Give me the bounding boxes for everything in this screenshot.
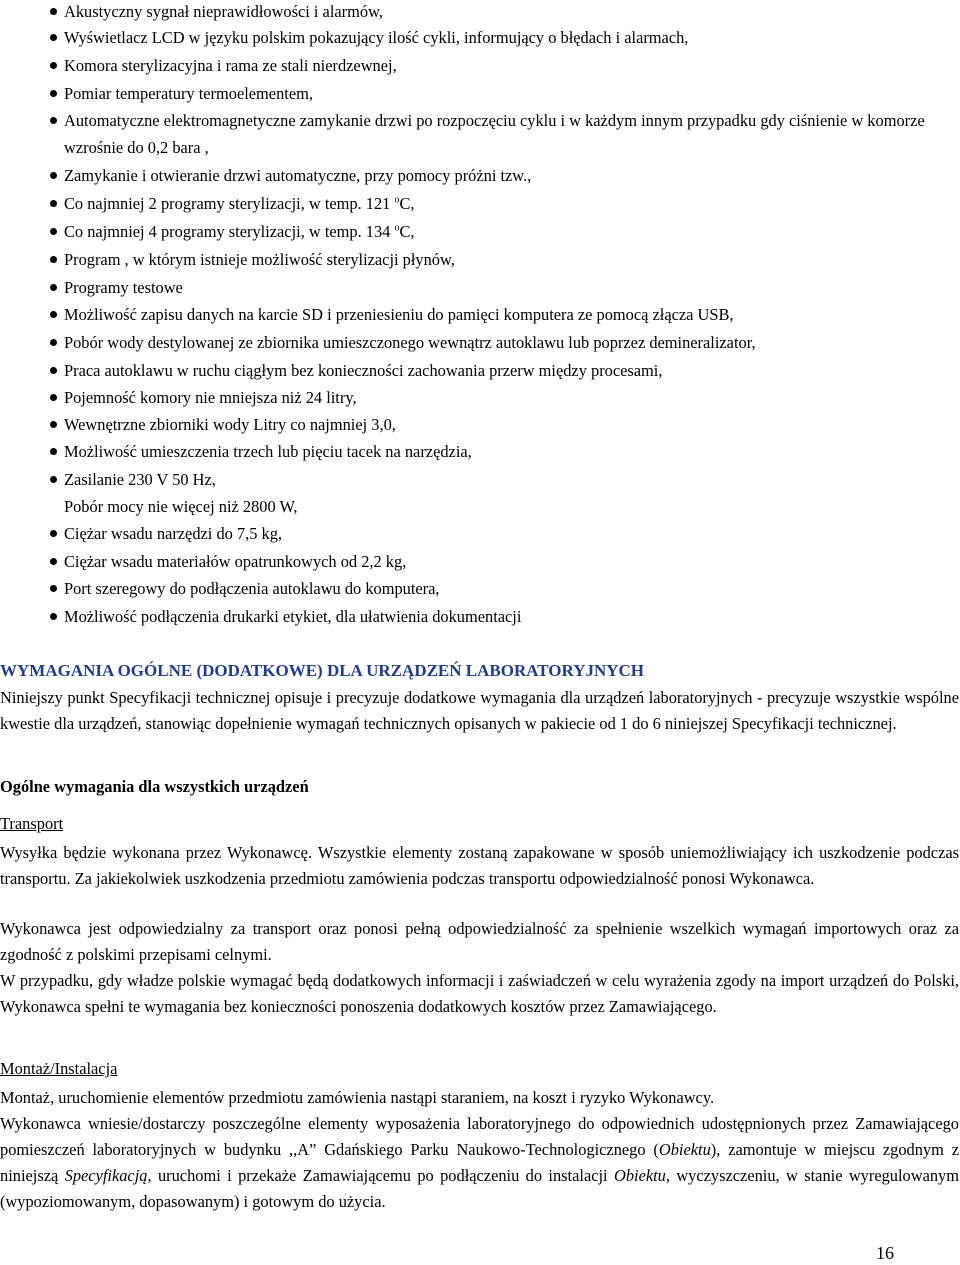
list-item: Możliwość podłączenia drukarki etykiet, dla ułatwienia dokumentacji	[0, 603, 960, 630]
bullet-icon	[50, 8, 57, 15]
bullet-icon	[50, 367, 57, 374]
bullet-icon	[50, 339, 57, 346]
transport-paragraph-3: W przypadku, gdy władze polskie wymagać będą dodatkowych informacji i zaświadczeń w celu wyrażenia zgody na import urządzeń do Polski, Wykonawca spełni te wymagania bez konieczności ponoszenia dodatkowych kosztów przez Zamawiającego.	[0, 971, 959, 1016]
list-item: Co najmniej 2 programy sterylizacji, w temp. 121 $^o$C,	[0, 190, 960, 218]
bullet-icon	[50, 256, 57, 263]
bullet-icon	[50, 558, 57, 565]
list-item: Zasilanie 230 V 50 Hz,	[0, 466, 960, 493]
bullet-icon	[50, 117, 57, 124]
list-item-continuation: Pobór mocy nie więcej niż 2800 W,	[64, 497, 298, 516]
list-item: Automatyczne elektromagnetyczne zamykanie drzwi po rozpoczęciu cyklu i w każdym innym przypadku gdy ciśnienie w komorze wzrośnie do 0,2 bara ,	[0, 107, 960, 161]
list-item: Port szeregowy do podłączenia autoklawu do komputera,	[0, 575, 960, 603]
intro-paragraph: Niniejszy punkt Specyfikacji technicznej opisuje i precyzuje dodatkowe wymagania dla urządzeń laboratoryjnych - precyzuje wszystkie wspólne kwestie dla urządzeń, stanowiąc dopełnienie wymagań technicznych opisanych w pakiecie od 1 do 6 niniejszej Specyfikacji technicznej.	[0, 688, 959, 733]
bullet-icon	[50, 311, 57, 318]
transport-paragraph-2: Wykonawca jest odpowiedzialny za transport oraz ponosi pełną odpowiedzialność za spełnienie wszelkich wymagań importowych oraz za zgodność z polskimi przepisami celnymi.	[0, 919, 959, 964]
list-item: Możliwość umieszczenia trzech lub pięciu tacek na narzędzia,	[0, 438, 960, 466]
bullet-icon	[50, 421, 57, 428]
page-number: 16	[876, 1243, 894, 1263]
montaz-heading: Montaż/Instalacja	[0, 1059, 118, 1078]
bullet-icon	[50, 476, 57, 483]
bullet-icon	[50, 394, 57, 401]
list-item: Wyświetlacz LCD w języku polskim pokazujący ilość cykli, informujący o błędach i alarmach,	[0, 24, 960, 52]
list-item: Programy testowe	[0, 274, 960, 301]
list-item: Wewnętrzne zbiorniki wody Litry co najmniej 3,0,	[0, 411, 960, 438]
bullet-icon	[50, 228, 57, 235]
bullet-icon	[50, 172, 57, 179]
transport-paragraph-1: Wysyłka będzie wykonana przez Wykonawcę. Wszystkie elementy zostaną zapakowane w sposób uniemożliwiający ich uszkodzenie podczas transportu. Za jakiekolwiek uszkodzenia przedmiotu zamówienia podczas transportu odpowiedzialność ponosi Wykonawca.	[0, 843, 959, 888]
bullet-icon	[50, 530, 57, 537]
list-item: Ciężar wsadu narzędzi do 7,5 kg,	[0, 520, 960, 548]
bullet-icon	[50, 448, 57, 455]
bullet-icon	[50, 200, 57, 207]
list-item: Ciężar wsadu materiałów opatrunkowych od 2,2 kg,	[0, 548, 960, 575]
montaz-paragraph-1: Montaż, uruchomienie elementów przedmiotu zamówienia nastąpi staraniem, na koszt i ryzyko Wykonawcy.	[0, 1088, 715, 1107]
bullet-icon	[50, 284, 57, 291]
list-item: Zamykanie i otwieranie drzwi automatyczne, przy pomocy próżni tzw.,	[0, 161, 960, 190]
list-item: Pojemność komory nie mniejsza niż 24 litry,	[0, 384, 960, 411]
bullet-icon	[50, 62, 57, 69]
list-item: Praca autoklawu w ruchu ciągłym bez konieczności zachowania przerw między procesami,	[0, 357, 960, 384]
spec-bullet-list	[0, 0, 960, 630]
montaz-paragraph-2: Wykonawca wniesie/dostarczy poszczególne elementy wyposażenia laboratoryjnego do odpowiednich udostępnionych przez Zamawiającego pomieszczeń laboratoryjnych w budynku ,,A” Gdańskiego Parku Naukowo-Technologicznego (Obiektu), zamontuje w miejscu zgodnym z niniejszą Specyfikacją, uruchomi i przekaże Zamawiającemu po podłączeniu do instalacji Obiektu, wyczyszczeniu, w stanie wyregulowanym (wypoziomowanym, dopasowanym) i gotowym do użycia.	[0, 1114, 959, 1211]
list-item: Pobór wody destylowanej ze zbiornika umieszczonego wewnątrz autoklawu lub poprzez demineralizator,	[0, 329, 960, 357]
list-item: Akustyczny sygnał nieprawidłowości i alarmów,	[0, 0, 960, 24]
list-item: Komora sterylizacyjna i rama ze stali nierdzewnej,	[0, 52, 960, 80]
transport-heading: Transport	[0, 814, 64, 833]
list-item: Pomiar temperatury termoelementem,	[0, 80, 960, 108]
bullet-icon	[50, 34, 57, 41]
list-item: Co najmniej 4 programy sterylizacji, w temp. 134 $^o$C,	[0, 218, 960, 245]
list-item: Program , w którym istnieje możliwość sterylizacji płynów,	[0, 245, 960, 274]
list-item: Możliwość zapisu danych na karcie SD i przeniesieniu do pamięci komputera ze pomocą złącza USB,	[0, 301, 960, 329]
bullet-icon	[50, 585, 57, 592]
bullet-icon	[50, 90, 57, 97]
section-heading: WYMAGANIA OGÓLNE (DODATKOWE) DLA URZĄDZEŃ LABORATORYJNYCH	[0, 661, 645, 680]
general-requirements-heading: Ogólne wymagania dla wszystkich urządzeń	[0, 777, 309, 796]
bullet-icon	[50, 613, 57, 620]
